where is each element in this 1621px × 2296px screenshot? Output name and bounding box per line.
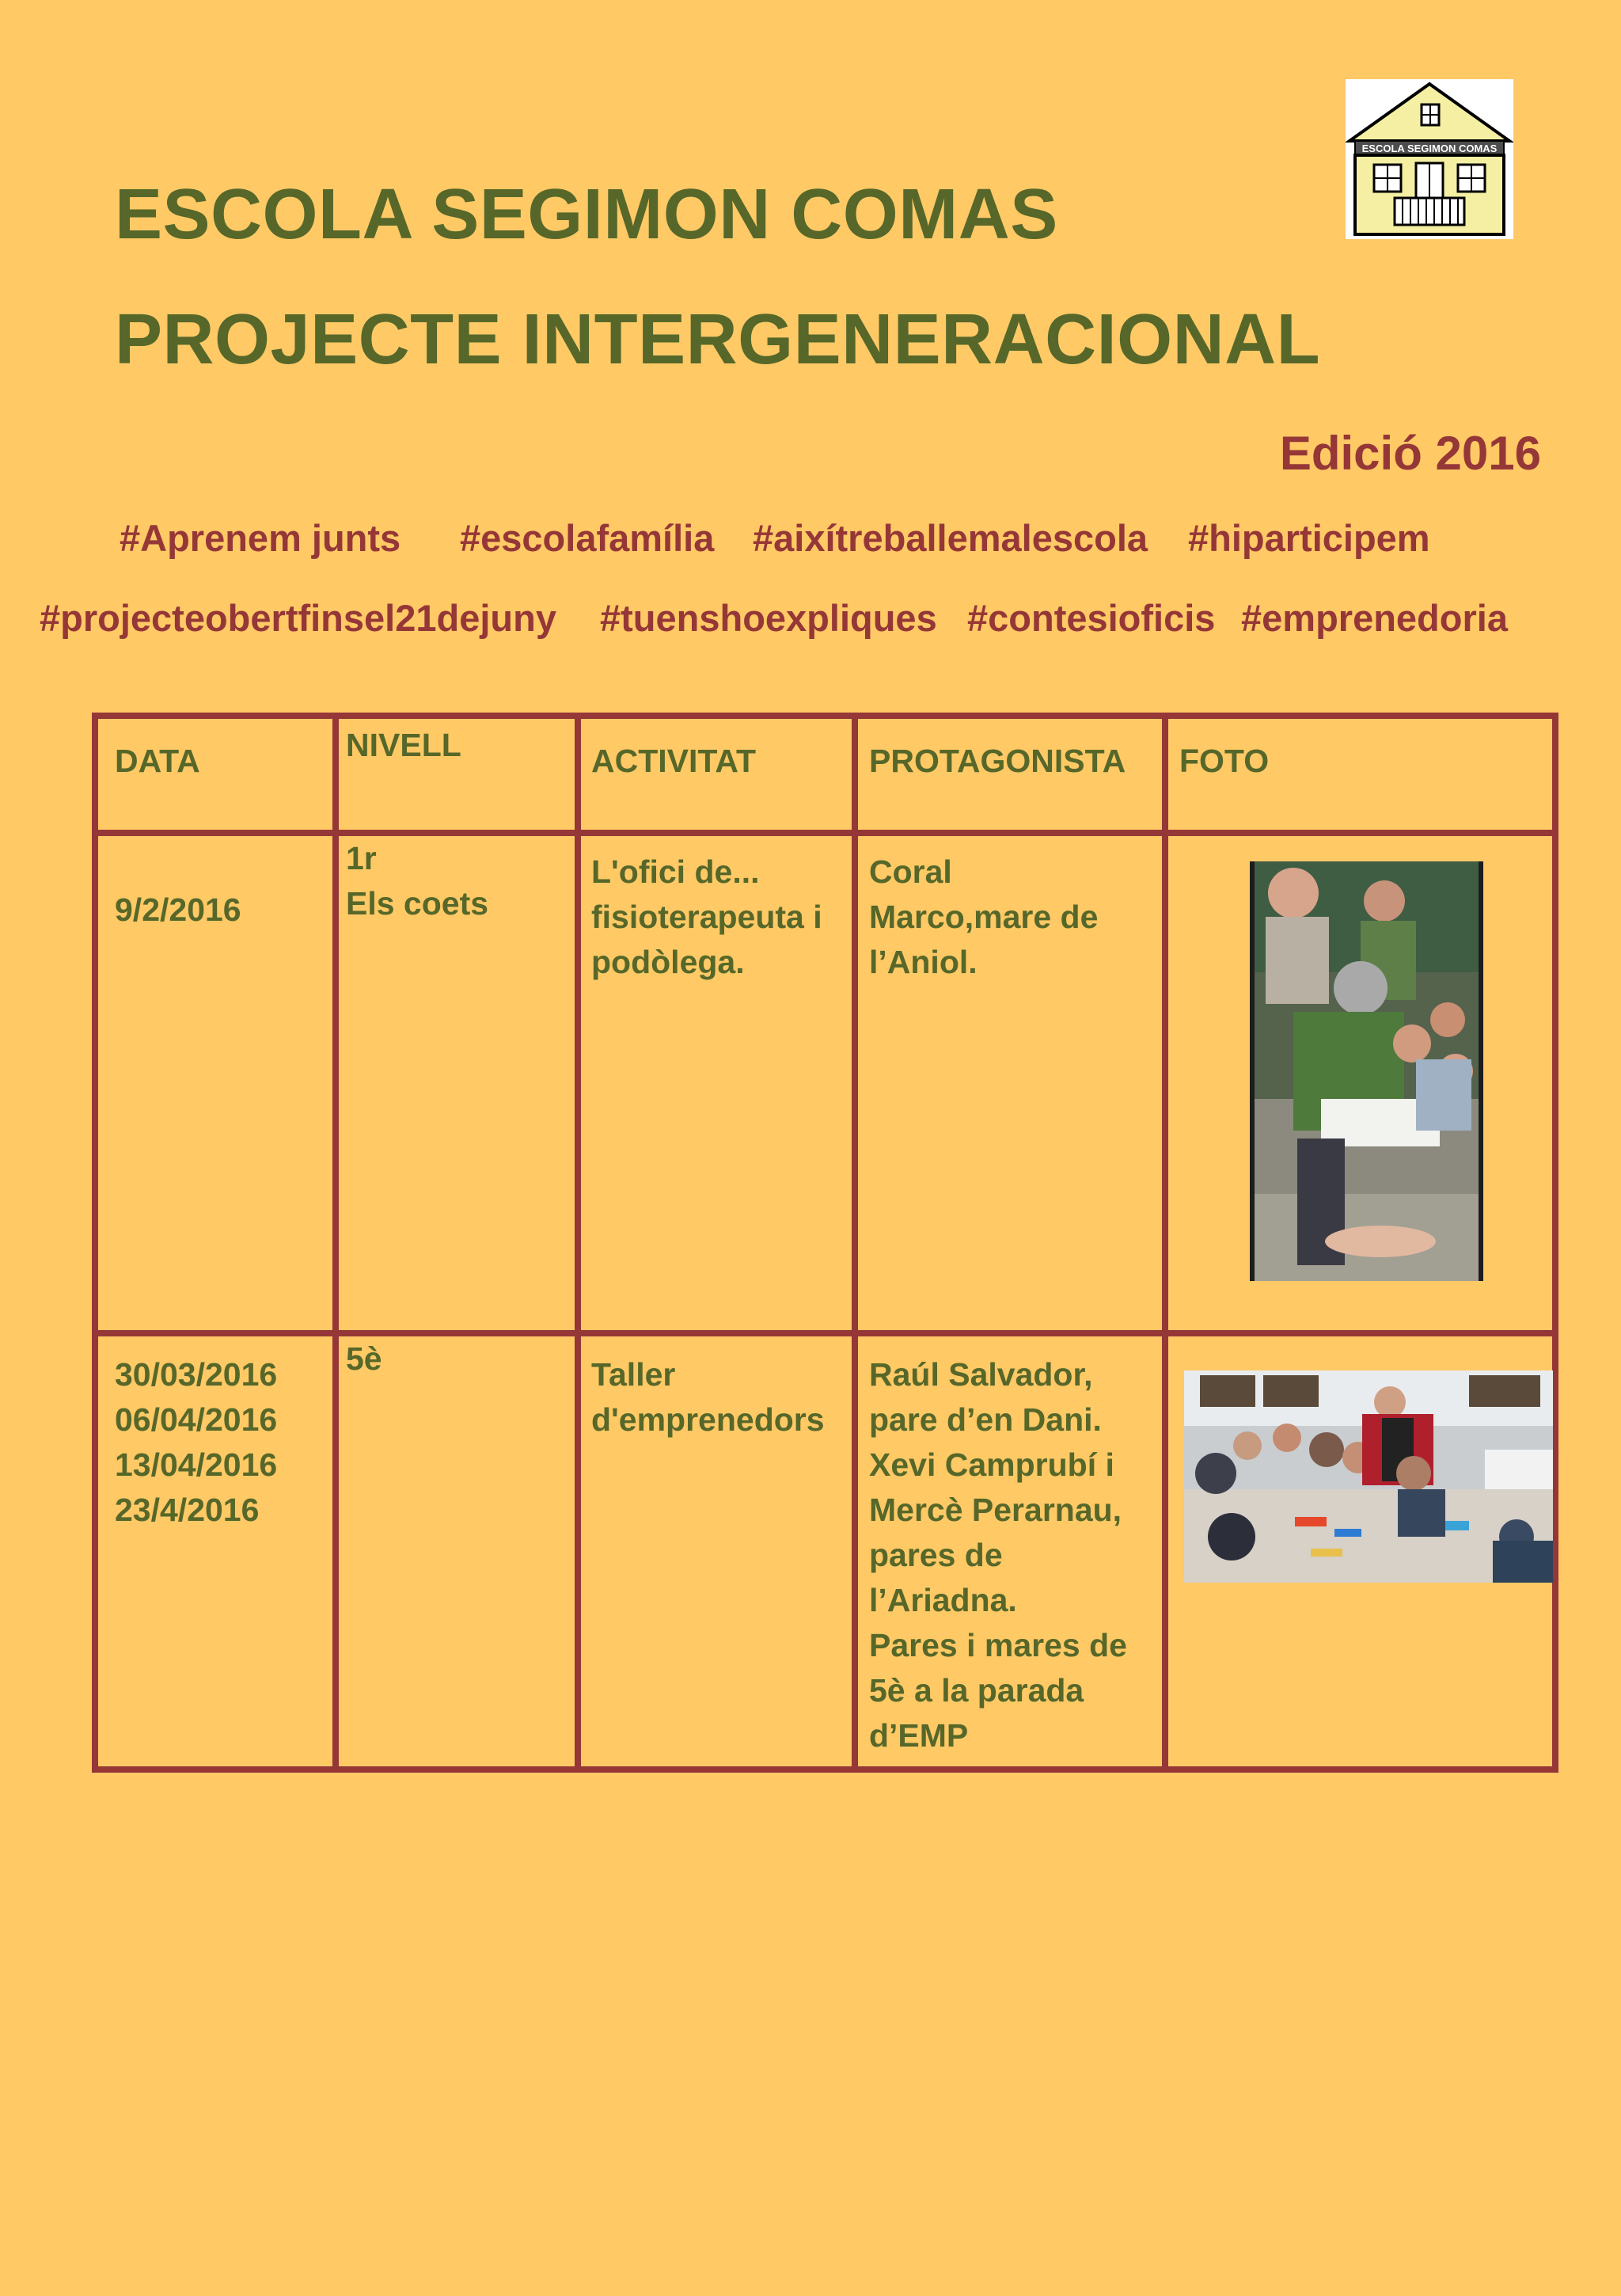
header-activitat: ACTIVITAT (591, 743, 757, 779)
row1-protagonista: Coral Marco,mare de l’Aniol. (869, 853, 1099, 980)
row2-activitat: Taller d'emprenedors (591, 1356, 825, 1438)
hashtag: #Aprenem junts (120, 517, 401, 559)
project-title: PROJECTE INTERGENERACIONAL (115, 300, 1321, 379)
row2-data: 30/03/2016 06/04/2016 13/04/2016 23/4/2016 (115, 1356, 278, 1528)
hashtag: #escolafamília (460, 517, 715, 559)
entrepreneurship-workshop-photo (1184, 1370, 1553, 1583)
row2-nivell: 5è (346, 1340, 382, 1377)
header-nivell: NIVELL (346, 727, 461, 763)
header-protagonista: PROTAGONISTA (869, 743, 1126, 779)
header-data: DATA (115, 743, 200, 779)
hashtag: #contesioficis (967, 597, 1216, 639)
hashtag: #aixítreballemalescola (753, 517, 1148, 559)
activities-table (92, 713, 1558, 1773)
row1-nivell: 1r Els coets (346, 840, 489, 922)
school-house-icon (1346, 79, 1513, 239)
header-foto: FOTO (1179, 743, 1270, 779)
hashtag: #tuenshoexpliques (600, 597, 937, 639)
classroom-foot-examination-photo (1250, 861, 1483, 1281)
hashtag: #emprenedoria (1241, 597, 1508, 639)
row1-data: 9/2/2016 (115, 891, 241, 928)
hashtag: #projecteobertfinsel21dejuny (40, 597, 556, 639)
edition-label: Edició 2016 (1279, 427, 1541, 480)
school-name-title: ESCOLA SEGIMON COMAS (115, 175, 1058, 254)
logo-text: ESCOLA SEGIMON COMAS (1361, 143, 1498, 154)
school-logo (1346, 79, 1513, 239)
row2-protagonista: Raúl Salvador, pare d’en Dani. Xevi Camprubí i Mercè Perarnau, pares de l’Ariadna. Pares i mares de 5è a la parada d’EMP (869, 1356, 1127, 1754)
row1-activitat: L'ofici de... fisioterapeuta i podòlega. (591, 853, 822, 980)
hashtag: #hiparticipem (1188, 517, 1430, 559)
